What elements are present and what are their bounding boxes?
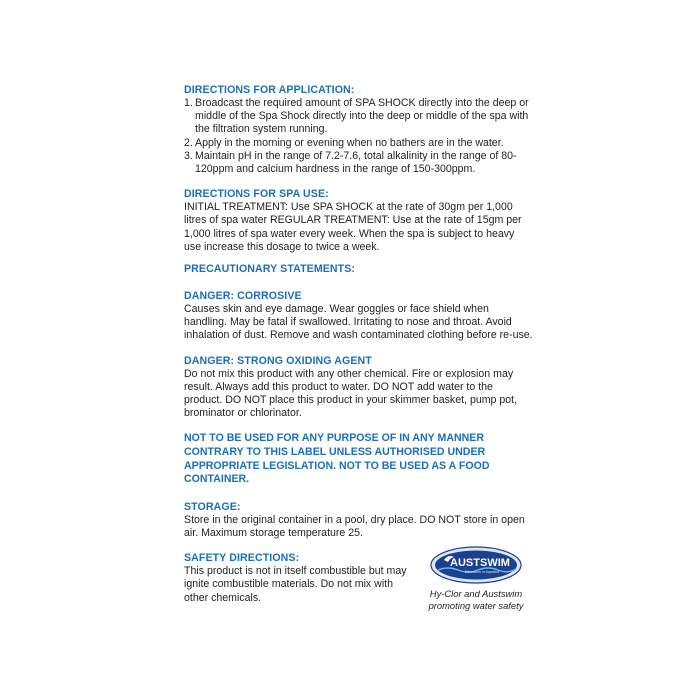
safety-text: This product is not in itself combustible but may ignite combustible materials. Do not mix with other chemicals.	[184, 565, 407, 604]
storage	[184, 501, 534, 540]
bottom-row	[184, 552, 534, 611]
section-heading: SAFETY DIRECTIONS:	[184, 552, 300, 565]
precautionary-heading: PRECAUTIONARY STATEMENTS:	[184, 263, 356, 276]
storage-text: Store in the original container in a pool, dry place. DO NOT store in open air. Maximum storage temperature 25.	[184, 513, 525, 540]
danger-oxidising-agent	[184, 355, 534, 421]
section-heading: DANGER: STRONG OXIDING AGENT	[184, 354, 372, 367]
logo-brand-text: AUSTSWIM	[450, 557, 510, 570]
usage-warning: NOT TO BE USED FOR ANY PURPOSE OF IN ANY MANNER CONTRARY TO THIS LABEL UNLESS AUTHORISED UNDER APPROPRIATE LEGISLATION. NOT TO BE USED AS A FOOD CONTAINER.	[184, 432, 490, 486]
list-item: 1. Broadcast the required amount of SPA SHOCK directly into the deep or middle of the Spa Shock directly into the deep or middle of the spa with the filtration system running.	[184, 97, 529, 136]
oxidising-text: Do not mix this product with any other chemical. Fire or explosion may result. Always add this product to water. DO NOT add water to the product. DO NOT place this product in your skimmer basket, pump pot, brominator or chlorinator.	[184, 367, 518, 420]
danger-corrosive	[184, 290, 534, 343]
section-heading: STORAGE:	[184, 500, 241, 513]
logo-tagline-text: Educators in Aquatics	[464, 570, 500, 575]
logo-caption: Hy-Clor and Austswim promoting water safety	[428, 588, 524, 611]
corrosive-text: Causes skin and eye damage. Wear goggles or face shield when handling. May be fatal if swallowed. Irritating to nose and throat. Avoid inhalation of dust. Remove and wash contaminated clothing before re-use.	[184, 303, 533, 342]
directions-for-spa-use	[184, 188, 534, 254]
product-label	[184, 84, 534, 611]
section-heading: DANGER: CORROSIVE	[184, 290, 302, 303]
spa-use-text: INITIAL TREATMENT: Use SPA SHOCK at the rate of 30gm per 1,000 litres of spa water REGULAR TREATMENT: Use at the rate of 15gm per 1,000 litres of spa water every week. When the spa is subject to heavy use increase this dosage to twice a week.	[184, 201, 522, 253]
list-item: 2. Apply in the morning or evening when no bathers are in the water.	[184, 136, 504, 149]
section-heading: DIRECTIONS FOR SPA USE:	[184, 188, 329, 201]
application-steps	[184, 97, 534, 176]
austswim-logo-icon	[430, 546, 522, 584]
directions-for-application	[184, 84, 534, 176]
austswim-logo-block	[418, 546, 534, 611]
list-item: 3. Maintain pH in the range of 7.2-7.6, total alkalinity in the range of 80-120ppm and calcium hardness in the range of 150-300ppm.	[184, 149, 517, 176]
safety-directions	[184, 552, 410, 605]
section-heading: DIRECTIONS FOR APPLICATION:	[184, 84, 355, 96]
